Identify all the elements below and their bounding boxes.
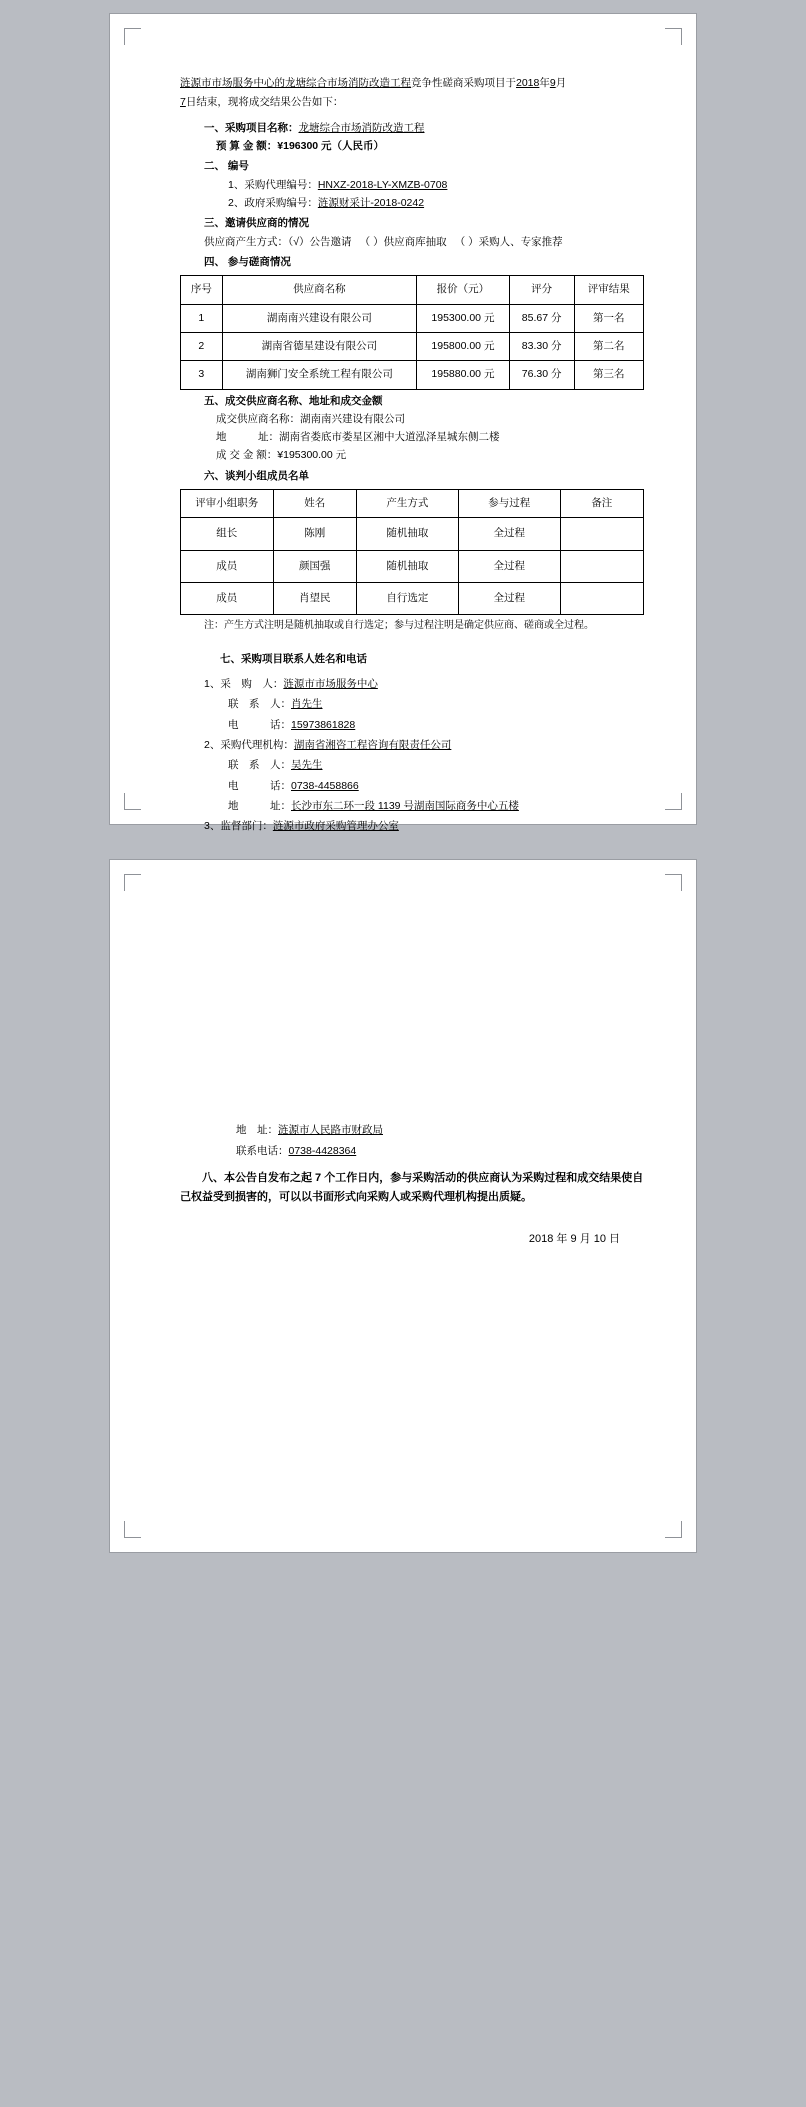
table-row	[181, 550, 644, 582]
winner-amount-value: ¥195300.00 元	[277, 449, 347, 462]
winner-amount-label: 成 交 金 额：	[216, 449, 278, 462]
jury-row-3-remark	[560, 583, 643, 615]
page-1-content	[180, 74, 644, 839]
contact-purchaser-value: 涟源市市场服务中心	[283, 678, 378, 691]
document-page-1	[110, 14, 696, 833]
contact-purchaser-phone-value: 15973861828	[291, 718, 356, 731]
bid-row-1-supplier: 湖南南兴建设有限公司	[222, 304, 416, 332]
bid-header-score: 评分	[509, 276, 574, 304]
document-page-2	[110, 860, 696, 1552]
agency-code-value: HNXZ-2018-LY-XMZB-0708	[317, 178, 448, 191]
intro-year-unit: 年	[539, 77, 550, 89]
bid-row-2-seq: 2	[181, 332, 223, 360]
jury-header-process: 参与过程	[458, 490, 560, 518]
page-2-content	[180, 1118, 644, 1248]
bid-row-2-supplier: 湖南省德星建设有限公司	[222, 332, 416, 360]
table-row	[181, 361, 644, 389]
contact-supervisor	[180, 818, 644, 835]
contact-agency-address-value: 长沙市东二环一段 1139 号湖南国际商务中心五楼	[291, 800, 519, 813]
jury-header-role: 评审小组职务	[181, 490, 274, 518]
contact-purchaser	[180, 676, 644, 693]
supervisor-phone-row	[180, 1143, 644, 1160]
winner-address-value: 湖南省娄底市娄星区湘中大道泓泽星城东侧二楼	[279, 431, 500, 444]
bid-row-3-price: 195880.00 元	[417, 361, 510, 389]
table-row	[181, 518, 644, 550]
contact-purchaser-person-label: 联 系 人：	[228, 698, 291, 711]
contact-agency	[180, 737, 644, 754]
bid-row-3-supplier: 湖南狮门安全系统工程有限公司	[222, 361, 416, 389]
intro-year: 2018	[516, 77, 540, 89]
gov-code-row	[180, 195, 644, 212]
crop-mark-bottom-left	[124, 793, 141, 810]
crop-mark-bottom-right	[665, 1521, 682, 1538]
crop-mark-top-right	[665, 28, 682, 45]
jury-row-2-remark	[560, 550, 643, 582]
bid-row-3-score: 76.30 分	[509, 361, 574, 389]
jury-row-1-name: 陈刚	[273, 518, 356, 550]
bid-table-header-row	[181, 276, 644, 304]
intro-project-phrase: 涟源市市场服务中心的龙塘综合市场消防改造工程	[180, 77, 411, 89]
contact-purchaser-phone	[180, 717, 644, 734]
intro-month-unit: 月	[555, 77, 567, 89]
contact-supervisor-label: 3、监督部门：	[204, 820, 273, 833]
supervisor-address-row	[180, 1122, 644, 1139]
intro-paragraph	[180, 74, 644, 112]
winner-name-value: 湖南南兴建设有限公司	[300, 412, 405, 425]
bid-row-2-score: 83.30 分	[509, 332, 574, 360]
supervisor-address-label: 地 址：	[236, 1124, 278, 1136]
winner-amount-row	[180, 447, 644, 464]
jury-table-note: 注：产生方式注明是随机抽取或自行选定；参与过程注明是确定供应商、磋商或全过程。	[204, 620, 594, 632]
contact-agency-address	[180, 798, 644, 815]
bid-table	[180, 275, 644, 389]
intro-tail: 日结束，现将成交结果公告如下：	[185, 95, 344, 108]
crop-mark-bottom-left	[124, 1521, 141, 1538]
jury-row-2-role: 成员	[181, 550, 274, 582]
winner-name-row	[180, 411, 644, 428]
table-row	[181, 583, 644, 615]
contact-supervisor-value: 涟源市政府采购管理办公室	[272, 820, 399, 833]
bottom-spacer	[0, 1552, 806, 1592]
jury-row-1-method: 随机抽取	[356, 518, 458, 550]
supplier-source-line: 供应商产生方式：（√）公告邀请 （ ）供应商库抽取 （ ）采购人、专家推荐	[204, 235, 563, 248]
bid-row-2-result: 第二名	[574, 332, 643, 360]
jury-table	[180, 489, 644, 615]
section-4-heading: 四、 参与磋商情况	[204, 255, 291, 268]
table-row	[181, 332, 644, 360]
winner-name-label: 成交供应商名称：	[216, 412, 300, 425]
bid-row-3-result: 第三名	[574, 361, 643, 389]
budget-row	[180, 138, 644, 155]
jury-row-3-role: 成员	[181, 583, 274, 615]
bid-row-1-seq: 1	[181, 304, 223, 332]
contact-agency-person-value: 吴先生	[291, 759, 323, 772]
contact-agency-person	[180, 757, 644, 774]
section-3-heading: 三、邀请供应商的情况	[204, 217, 309, 230]
gov-code-label: 2、政府采购编号：	[228, 197, 318, 210]
agency-code-row	[180, 177, 644, 194]
bid-row-2-price: 195800.00 元	[417, 332, 510, 360]
crop-mark-bottom-right	[665, 793, 682, 810]
jury-row-2-process: 全过程	[458, 550, 560, 582]
gov-code-value: 涟源财采计-2018-0242	[317, 197, 425, 210]
contact-purchaser-person	[180, 696, 644, 713]
bid-header-result: 评审结果	[574, 276, 643, 304]
jury-header-method: 产生方式	[356, 490, 458, 518]
winner-address-label: 地 址：	[216, 431, 279, 444]
section-1-value: 龙塘综合市场消防改造工程	[298, 121, 425, 134]
intro-month: 9	[549, 77, 556, 89]
crop-mark-top-right	[665, 874, 682, 891]
contact-agency-phone-label: 电 话：	[228, 779, 291, 792]
section-1-heading	[180, 120, 644, 137]
clause-8-paragraph: 八、本公告自发布之起 7 个工作日内，参与采购活动的供应商认为采购过程和成交结果使自己权益受到损害的，可以以书面形式向采购人或采购代理机构提出质疑。	[180, 1171, 644, 1204]
intro-mid-text: 竞争性磋商采购项目于	[411, 77, 516, 89]
agency-code-label: 1、采购代理编号：	[228, 178, 318, 191]
budget-label: 预 算 金 额：	[216, 140, 278, 153]
supervisor-phone-value: 0738-4428364	[288, 1145, 357, 1158]
jury-table-header-row	[181, 490, 644, 518]
bid-row-1-price: 195300.00 元	[417, 304, 510, 332]
jury-row-1-process: 全过程	[458, 518, 560, 550]
jury-row-3-process: 全过程	[458, 583, 560, 615]
bid-header-supplier: 供应商名称	[222, 276, 416, 304]
bid-header-seq: 序号	[181, 276, 223, 304]
bid-row-1-score: 85.67 分	[509, 304, 574, 332]
contact-agency-value: 湖南省湘咨工程咨询有限责任公司	[293, 739, 452, 752]
contact-agency-person-label: 联 系 人：	[228, 759, 291, 772]
jury-header-name: 姓名	[273, 490, 356, 518]
crop-mark-top-left	[124, 28, 141, 45]
contact-agency-label: 2、采购代理机构：	[204, 739, 294, 752]
bid-header-price: 报价（元）	[417, 276, 510, 304]
publish-date: 2018 年 9 月 10 日	[528, 1233, 620, 1246]
section-2-heading: 二、 编号	[204, 160, 249, 173]
budget-value: ¥196300 元（人民币）	[277, 140, 385, 153]
jury-row-3-name: 肖望民	[273, 583, 356, 615]
bid-row-1-result: 第一名	[574, 304, 643, 332]
bid-row-3-seq: 3	[181, 361, 223, 389]
jury-row-1-remark	[560, 518, 643, 550]
contact-purchaser-label: 1、采 购 人：	[204, 678, 284, 691]
winner-address-row	[180, 429, 644, 446]
contact-agency-phone-value: 0738-4458866	[291, 779, 359, 792]
section-1-title: 一、采购项目名称：	[204, 121, 299, 134]
section-6-heading: 六、谈判小组成员名单	[204, 469, 309, 482]
intro-day: 7	[180, 95, 186, 108]
supervisor-phone-label: 联系电话：	[236, 1145, 289, 1158]
contact-agency-address-label: 地 址：	[228, 800, 291, 813]
section-5-heading: 五、成交供应商名称、地址和成交金额	[204, 394, 383, 407]
crop-mark-top-left	[124, 874, 141, 891]
jury-row-2-name: 颜国强	[273, 550, 356, 582]
table-row	[181, 304, 644, 332]
contact-purchaser-person-value: 肖先生	[291, 698, 323, 711]
jury-row-3-method: 自行选定	[356, 583, 458, 615]
contact-agency-phone	[180, 778, 644, 795]
contact-purchaser-phone-label: 电 话：	[228, 718, 291, 731]
section-7-heading: 七、采购项目联系人姓名和电话	[220, 652, 367, 665]
jury-row-1-role: 组长	[181, 518, 274, 550]
supervisor-address-value: 涟源市人民路市财政局	[278, 1124, 383, 1136]
jury-header-remark: 备注	[560, 490, 643, 518]
jury-row-2-method: 随机抽取	[356, 550, 458, 582]
